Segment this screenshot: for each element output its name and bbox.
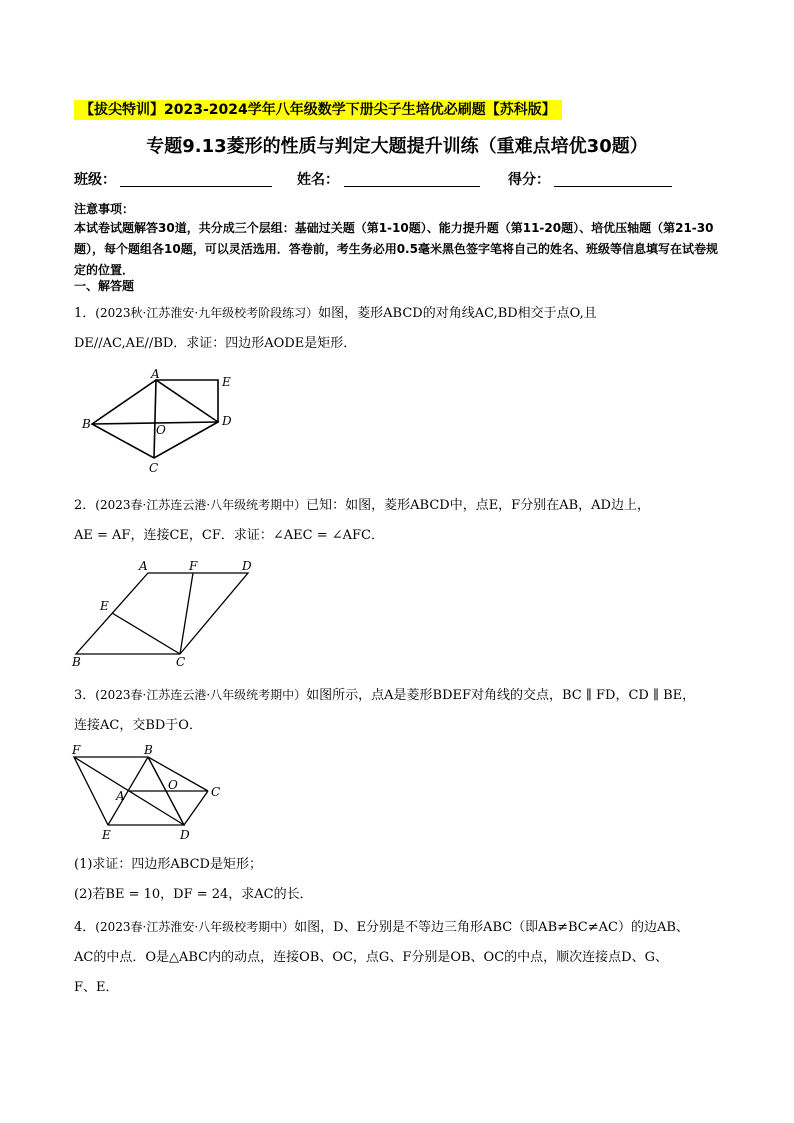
class-label: 班级： xyxy=(74,172,116,188)
q1-label-d: D xyxy=(222,414,232,428)
q3-label-a: A xyxy=(116,789,125,803)
figure-q3-rhombus xyxy=(68,742,238,846)
q2-label-a: A xyxy=(139,559,148,573)
q3-label-c: C xyxy=(211,785,221,799)
series-banner: 【拔尖特训】2023-2024学年八年级数学下册尖子生培优必刷题【苏科版】 xyxy=(74,100,562,120)
name-blank[interactable] xyxy=(344,186,480,187)
figure-q2-rhombus xyxy=(70,558,270,668)
q4-number: 4． xyxy=(74,920,96,935)
q1-label-a: A xyxy=(151,367,160,381)
class-blank[interactable] xyxy=(120,186,272,187)
q3-part-1: (1)求证：四边形ABCD是矩形； xyxy=(74,857,262,872)
q2-label-f: F xyxy=(189,559,198,573)
q3-source: (2023春·江苏连云港·八年级统考期中） xyxy=(95,688,307,702)
q2-number: 2． xyxy=(74,498,96,513)
q2-line1: 已知：如图，菱形ABCD中，点E，F分别在AB，AD边上， xyxy=(306,498,650,513)
q3-label-d: D xyxy=(180,828,190,842)
notice-heading: 注意事项： xyxy=(74,202,135,216)
score-blank[interactable] xyxy=(554,186,672,187)
q2-label-b: B xyxy=(72,655,81,669)
q3-label-b: B xyxy=(144,743,153,757)
q3-label-e: E xyxy=(102,828,111,842)
q3-label-o: O xyxy=(168,778,178,792)
q2-label-e: E xyxy=(100,599,109,613)
q2-label-c: C xyxy=(176,655,186,669)
score-label: 得分： xyxy=(508,172,550,188)
q4-source: (2023春·江苏淮安·八年级校考期中） xyxy=(95,920,295,934)
q1-number: 1． xyxy=(74,306,96,321)
q2-line2: AE = AF，连接CE，CF．求证：∠AEC = ∠AFC． xyxy=(74,528,384,543)
q3-line2: 连接AC，交BD于O． xyxy=(74,718,202,733)
figure-q1-rhombus xyxy=(80,367,240,480)
name-label: 姓名： xyxy=(297,172,339,188)
q2-label-d: D xyxy=(242,559,252,573)
q1-line1: 如图，菱形ABCD的对角线AC,BD相交于点O,且 xyxy=(318,306,597,321)
question-3-parts xyxy=(74,850,730,910)
q1-label-o: O xyxy=(156,423,166,437)
q1-source: (2023秋·江苏淮安·九年级校考阶段练习） xyxy=(95,306,319,320)
q3-number: 3． xyxy=(74,688,96,703)
q1-label-e: E xyxy=(222,375,231,389)
question-4 xyxy=(74,912,730,1003)
question-3 xyxy=(74,680,730,741)
q1-label-b: B xyxy=(82,417,91,431)
q4-line1: 如图，D、E分别是不等边三角形ABC（即AB≠BC≠AC）的边AB、 xyxy=(294,920,689,935)
q1-label-c: C xyxy=(149,461,159,475)
page-title: 专题9.13菱形的性质与判定大题提升训练（重难点培优30题） xyxy=(146,136,648,157)
question-1 xyxy=(74,298,730,359)
q4-line2: AC的中点．O是△ABC内的动点，连接OB、OC，点G、F分别是OB、OC的中点，顺次连接点D、G、 xyxy=(74,950,668,965)
q3-part-2: (2)若BE = 10，DF = 24，求AC的长． xyxy=(74,887,313,902)
q2-source: (2023春·江苏连云港·八年级统考期中） xyxy=(95,498,307,512)
q1-line2: DE//AC,AE//BD．求证：四边形AODE是矩形． xyxy=(74,336,357,351)
q3-label-f: F xyxy=(72,743,81,757)
q4-line3: F、E． xyxy=(74,980,119,995)
q3-line1: 如图所示，点A是菱形BDEF对角线的交点，BC ∥ FD，CD ∥ BE， xyxy=(306,688,696,703)
notice-body: 本试卷试题解答30道，共分成三个层组：基础过关题（第1-10题）、能力提升题（第11-20题）、培优压轴题（第21-30题），每个题组各10题，可以灵活选用．答卷前，考生务必用0.5毫米黑色签字笔将自己的姓名、班级等信息填写在试卷规定的位置． xyxy=(74,221,718,277)
section-heading: 一、解答题 xyxy=(74,279,135,293)
question-2 xyxy=(74,490,730,551)
